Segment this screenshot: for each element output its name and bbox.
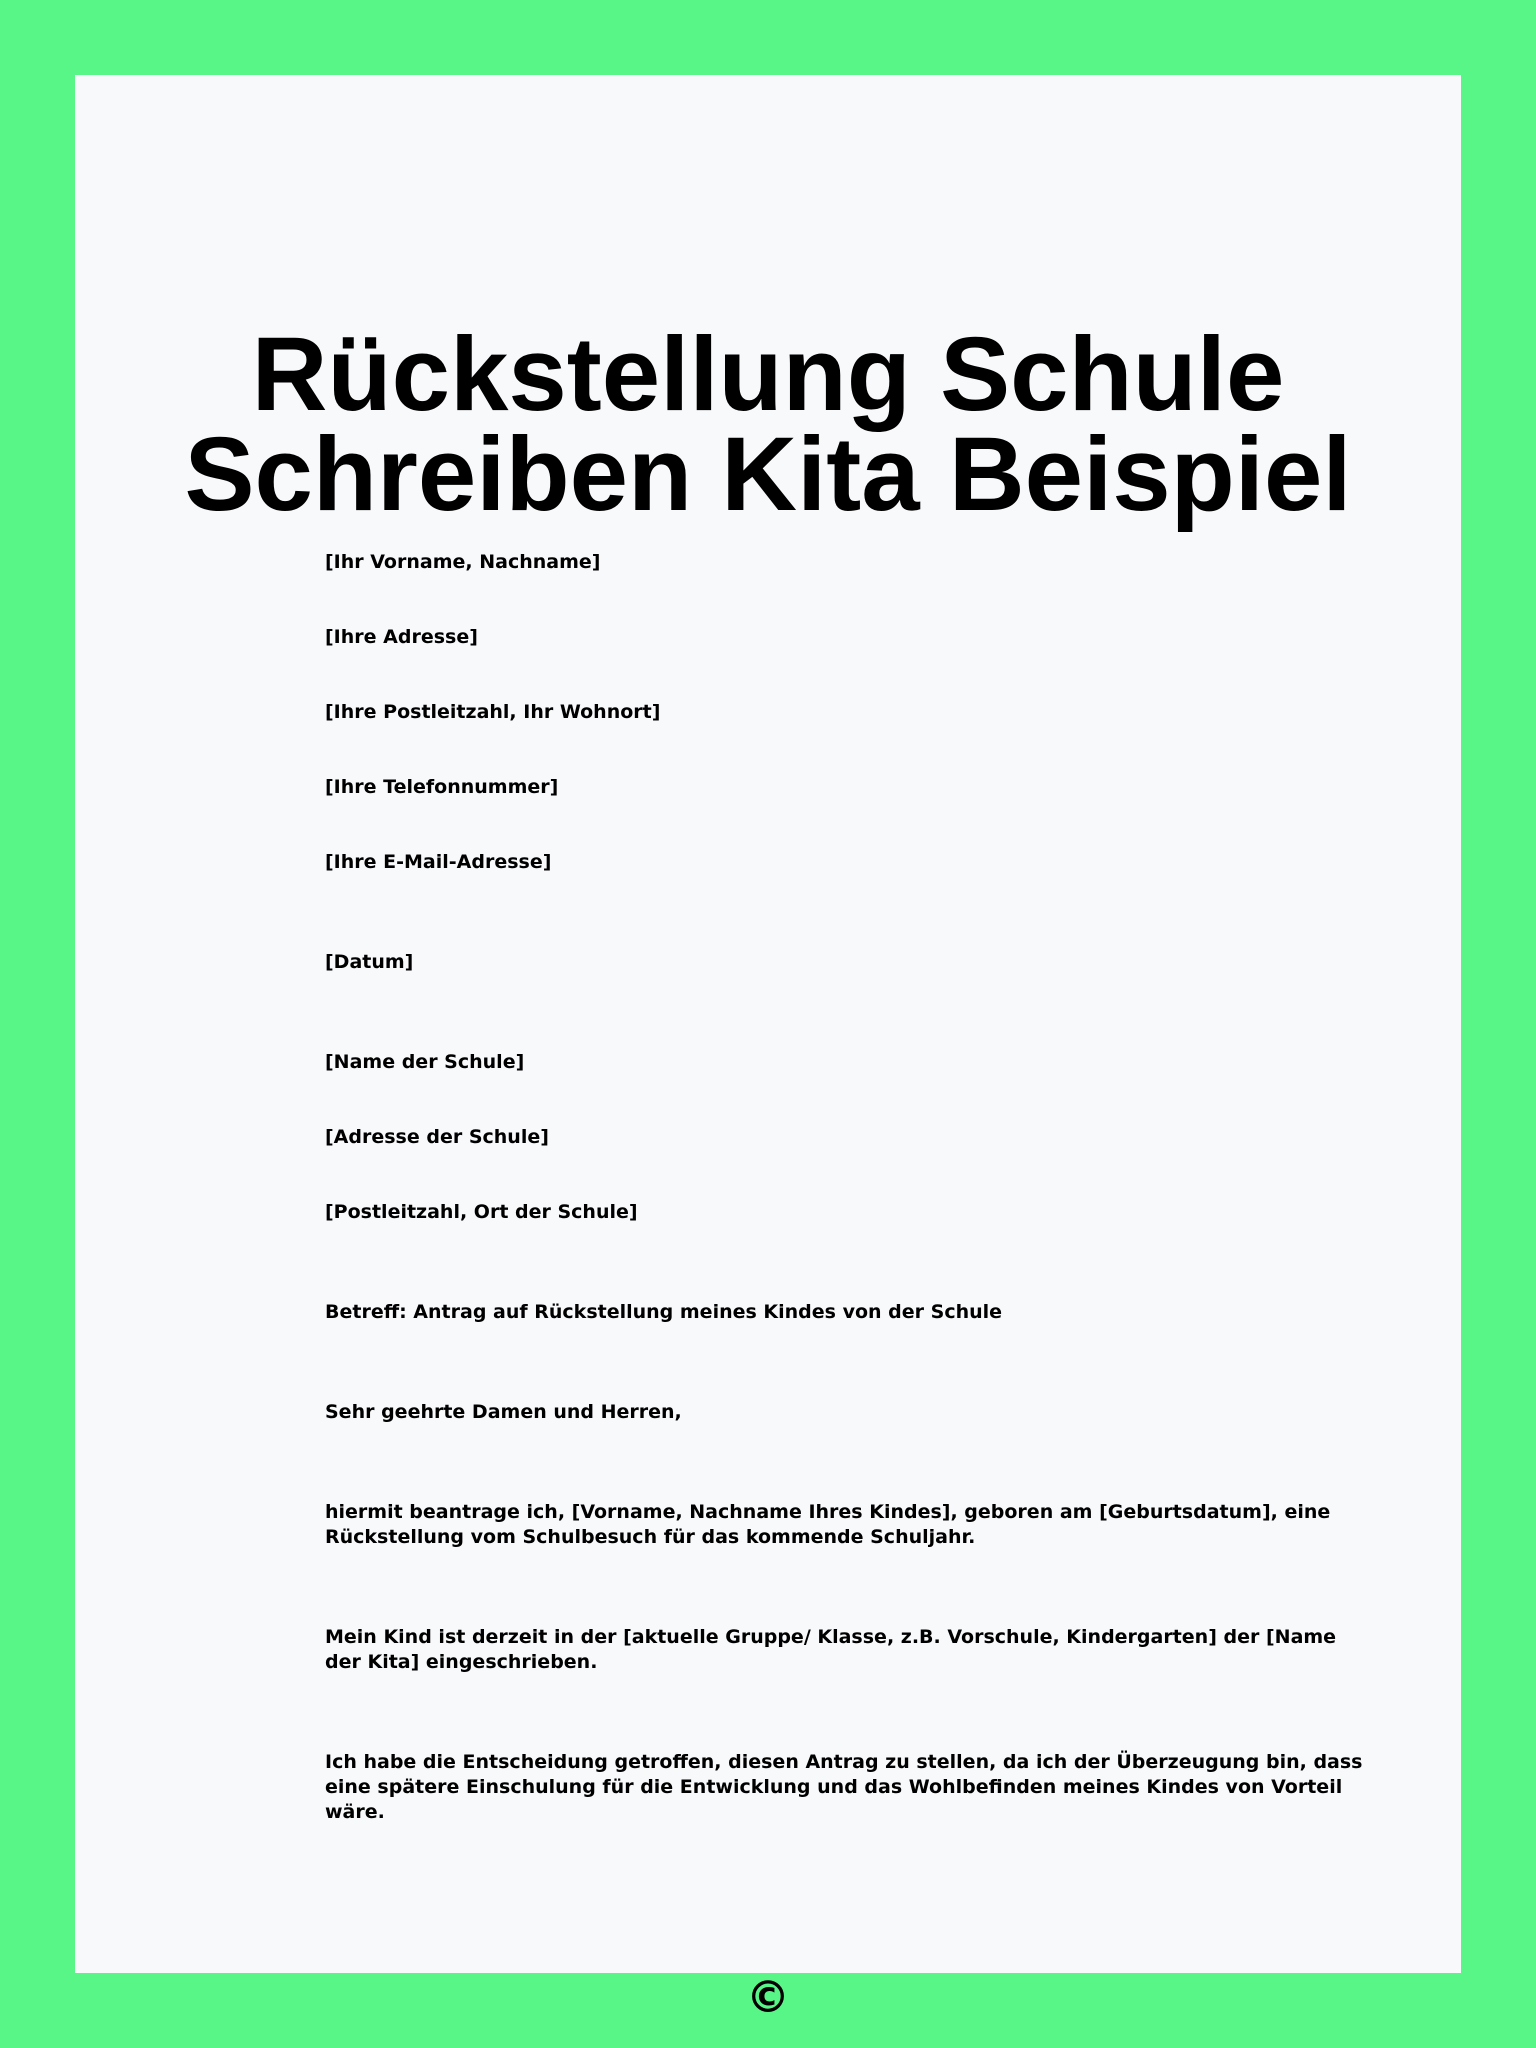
body-paragraph: Mein Kind ist derzeit in der [aktuelle Gruppe/ Klasse, z.B. Vorschule, Kindergarten] der [Name der Kita] eingeschrieben.: [325, 1626, 1337, 1673]
sender-phone: [Ihre Telefonnummer]: [325, 776, 559, 798]
sender-email: [Ihre E-Mail-Adresse]: [325, 851, 552, 873]
body-paragraph: Ich habe die Entscheidung getroffen, diesen Antrag zu stellen, da ich der Überzeugung bin, dass eine spätere Einschulung für die Entwicklung und das Wohlbefinden meines Kindes von Vorteil wäre.: [325, 1751, 1363, 1823]
sender-name: [Ihr Vorname, Nachname]: [325, 551, 601, 573]
letter-subject: Betreff: Antrag auf Rückstellung meines Kindes von der Schule: [325, 1301, 1003, 1323]
letter-salutation: Sehr geehrte Damen und Herren,: [325, 1401, 682, 1423]
sender-postal-city: [Ihre Postleitzahl, Ihr Wohnort]: [325, 701, 661, 723]
document-title: [75, 316, 1461, 533]
copyright-icon: ©: [746, 1972, 790, 2023]
recipient-address: [Adresse der Schule]: [325, 1126, 549, 1148]
recipient-postal-city: [Postleitzahl, Ort der Schule]: [325, 1201, 638, 1223]
letter-date: [Datum]: [325, 951, 414, 973]
document-page: [75, 75, 1461, 2023]
title-line-1: Rückstellung Schule: [251, 316, 1285, 433]
body-paragraph: hiermit beantrage ich, [Vorname, Nachname Ihres Kindes], geboren am [Geburtsdatum], eine Rückstellung vom Schulbesuch für das kommende Schuljahr.: [325, 1501, 1331, 1548]
recipient-name: [Name der Schule]: [325, 1051, 525, 1073]
title-line-2: Schreiben Kita Beispiel: [184, 416, 1352, 533]
sender-address: [Ihre Adresse]: [325, 626, 478, 648]
